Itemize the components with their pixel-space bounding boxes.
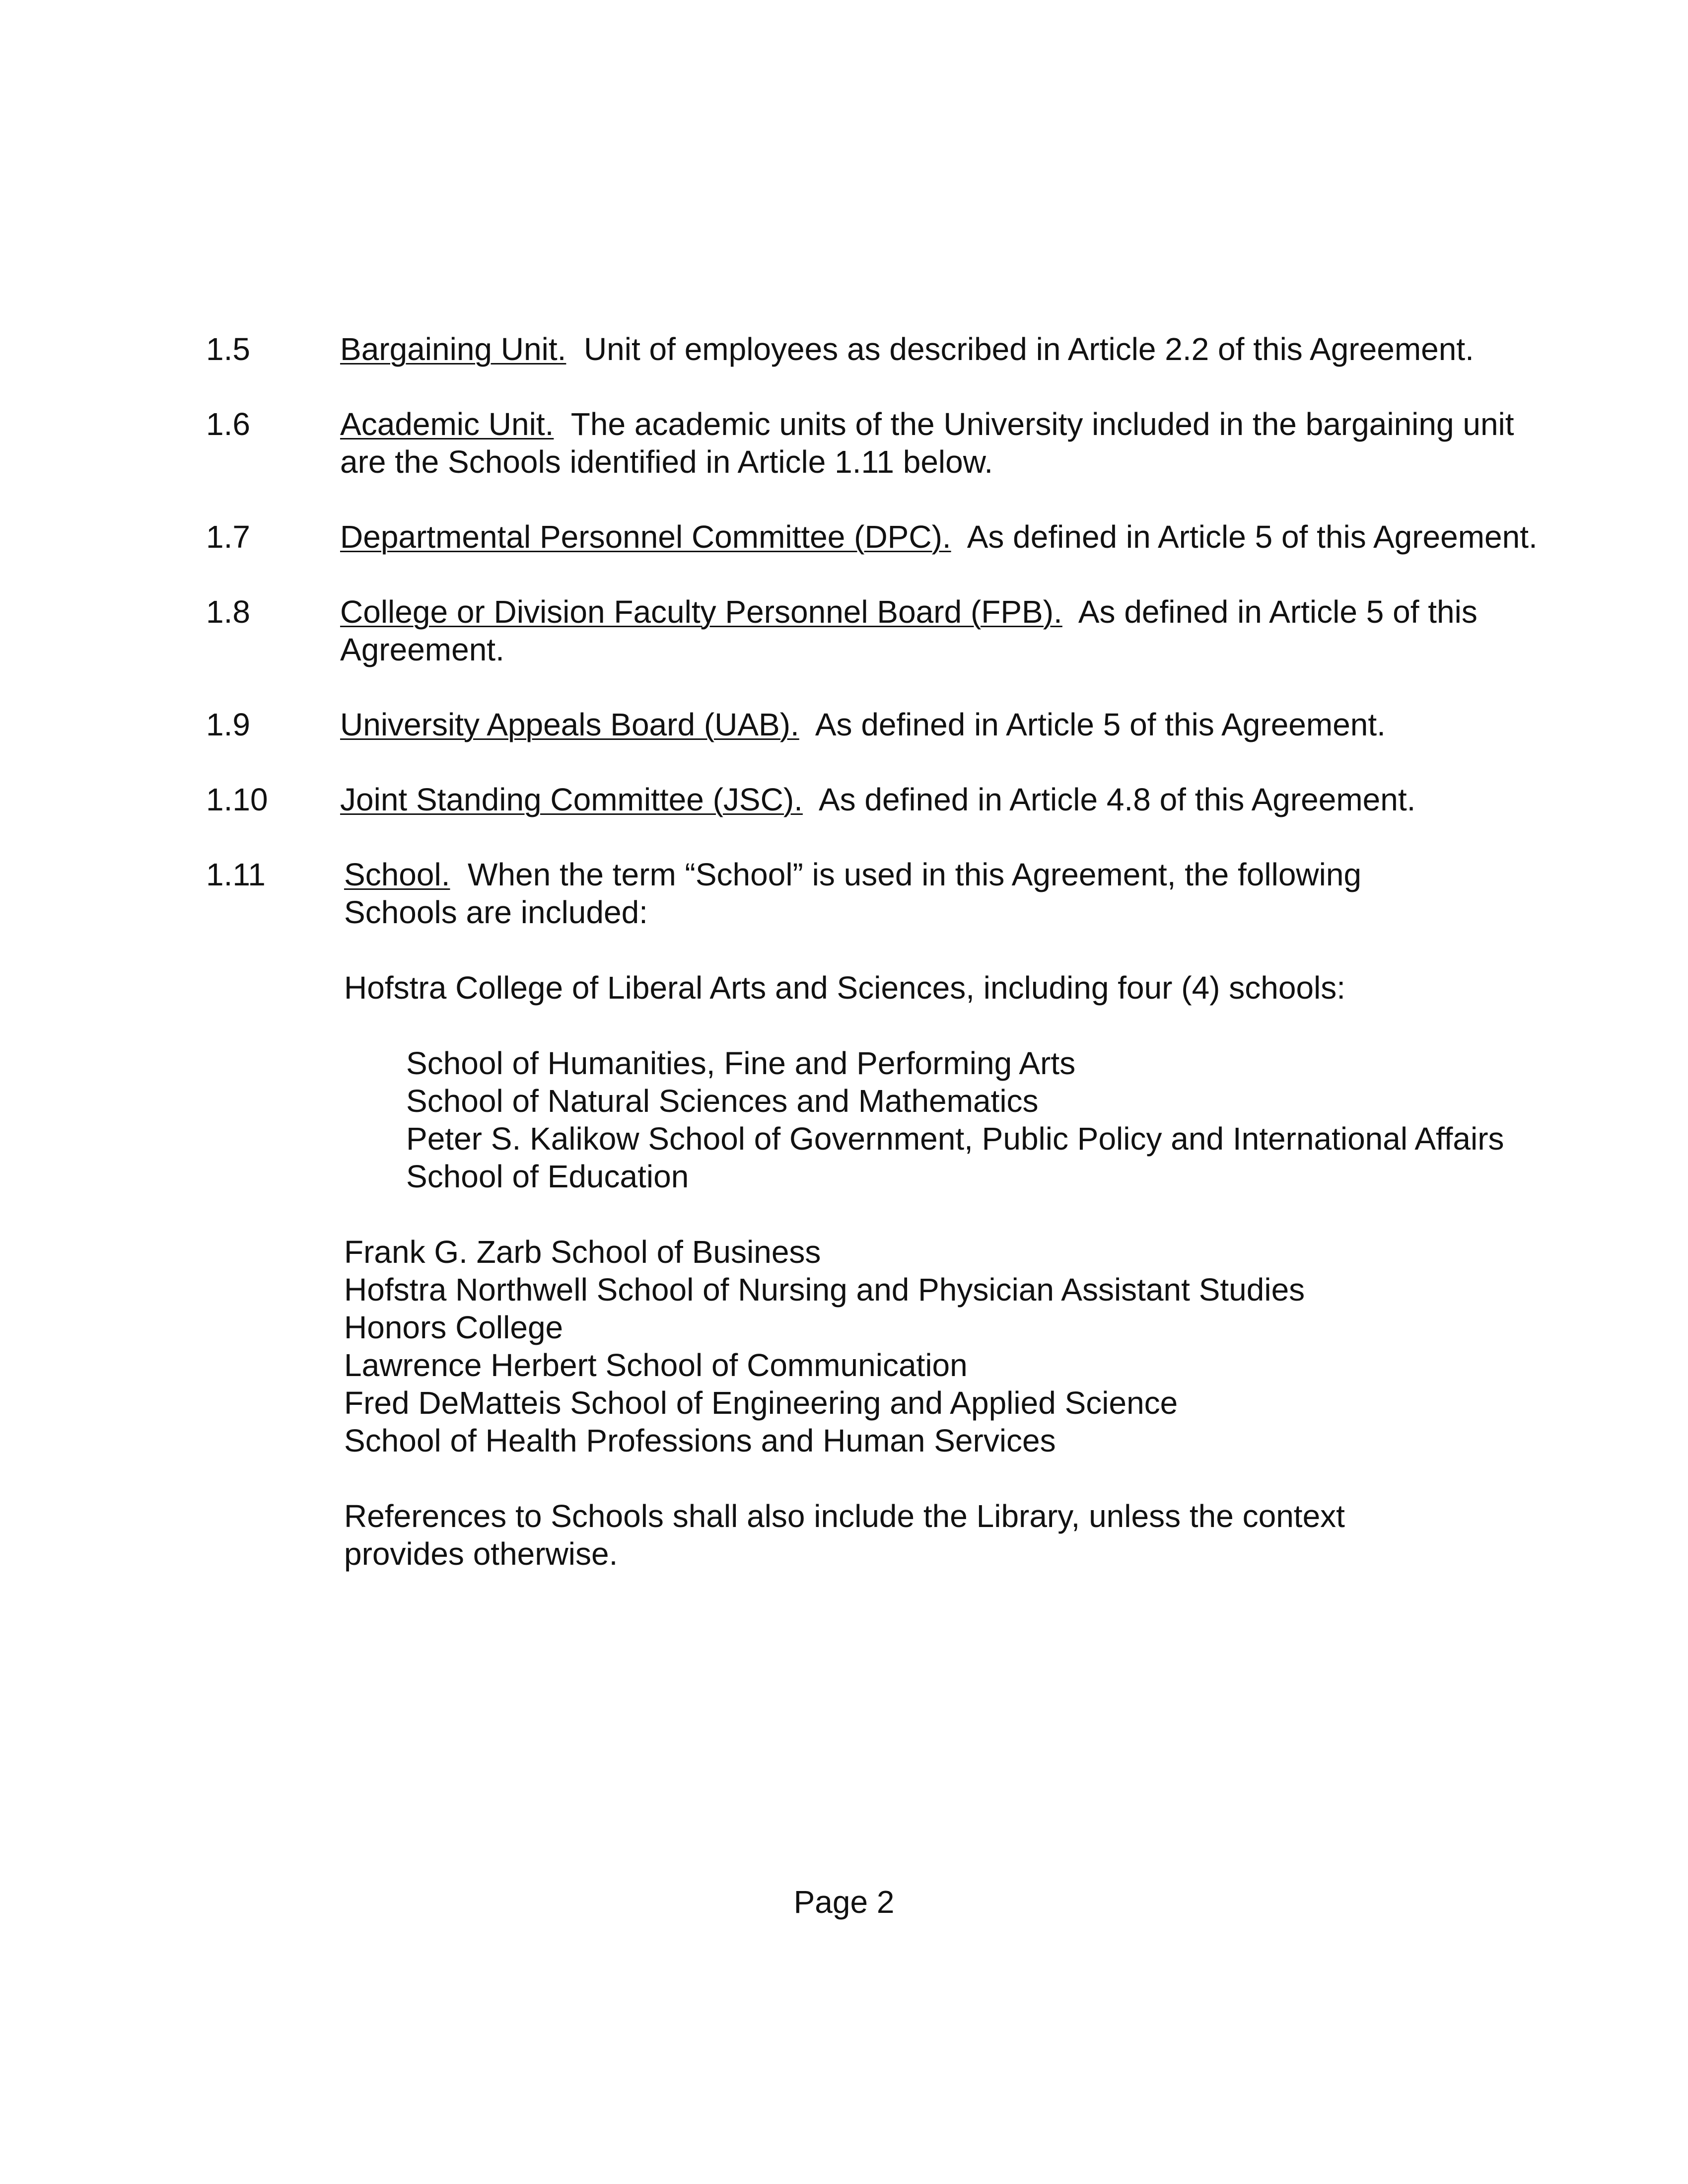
list-item: School of Health Professions and Human Services <box>344 1423 1056 1458</box>
article-1-11 <box>206 856 1556 1573</box>
list-item: Honors College <box>344 1310 563 1345</box>
article-text: As defined in Article 5 of this Agreement. <box>340 594 1477 667</box>
list-item: Fred DeMatteis School of Engineering and Applied Science <box>344 1385 1178 1421</box>
article-heading: School. <box>344 857 450 892</box>
article-text: Unit of employees as described in Article 2.2 of this Agreement. <box>583 331 1474 367</box>
article-1-7 <box>206 518 1556 556</box>
article-1-6 <box>206 405 1556 481</box>
article-1-9 <box>206 706 1556 743</box>
article-1-8 <box>206 593 1556 668</box>
document-body <box>206 330 1556 1610</box>
article-number: 1.8 <box>206 594 250 630</box>
other-school-list <box>344 1233 1367 1459</box>
article-text: As defined in Article 5 of this Agreement. <box>967 519 1538 555</box>
list-item: Lawrence Herbert School of Communication <box>344 1347 968 1383</box>
article-text: As defined in Article 5 of this Agreement. <box>815 707 1386 742</box>
article-1-5 <box>206 330 1556 368</box>
list-item: Hofstra Northwell School of Nursing and Physician Assistant Studies <box>344 1272 1305 1308</box>
list-item: School of Education <box>406 1159 689 1194</box>
college-block <box>344 969 1504 1195</box>
article-heading: Academic Unit. <box>340 406 554 442</box>
library-note: References to Schools shall also include the Library, unless the context provides otherwise. <box>344 1498 1345 1572</box>
article-1-10 <box>206 781 1556 818</box>
article-heading: University Appeals Board (UAB). <box>340 707 799 742</box>
article-number: 1.7 <box>206 519 250 555</box>
article-heading: Departmental Personnel Committee (DPC). <box>340 519 951 555</box>
college-intro: Hofstra College of Liberal Arts and Sciences, including four (4) schools: <box>344 970 1346 1006</box>
article-heading: Joint Standing Committee (JSC). <box>340 782 803 817</box>
article-number: 1.6 <box>206 406 250 442</box>
article-number: 1.10 <box>206 782 268 817</box>
article-number: 1.9 <box>206 707 250 742</box>
page-number: Page 2 <box>793 1884 895 1920</box>
college-school-list <box>344 1044 1504 1195</box>
article-number: 1.11 <box>206 857 266 892</box>
list-item: Frank G. Zarb School of Business <box>344 1234 821 1270</box>
article-text: As defined in Article 4.8 of this Agreement. <box>818 782 1416 817</box>
list-item: School of Natural Sciences and Mathematics <box>406 1083 1039 1119</box>
list-item: Peter S. Kalikow School of Government, Public Policy and International Affairs <box>406 1121 1504 1157</box>
list-item: School of Humanities, Fine and Performing Arts <box>406 1045 1076 1081</box>
article-text: The academic units of the University included in the bargaining unit are the Schools identified in Article 1.11 below. <box>340 406 1514 480</box>
article-text: When the term “School” is used in this Agreement, the following Schools are included: <box>344 857 1362 930</box>
article-heading: College or Division Faculty Personnel Board (FPB). <box>340 594 1062 630</box>
article-number: 1.5 <box>206 331 250 367</box>
article-heading: Bargaining Unit. <box>340 331 566 367</box>
